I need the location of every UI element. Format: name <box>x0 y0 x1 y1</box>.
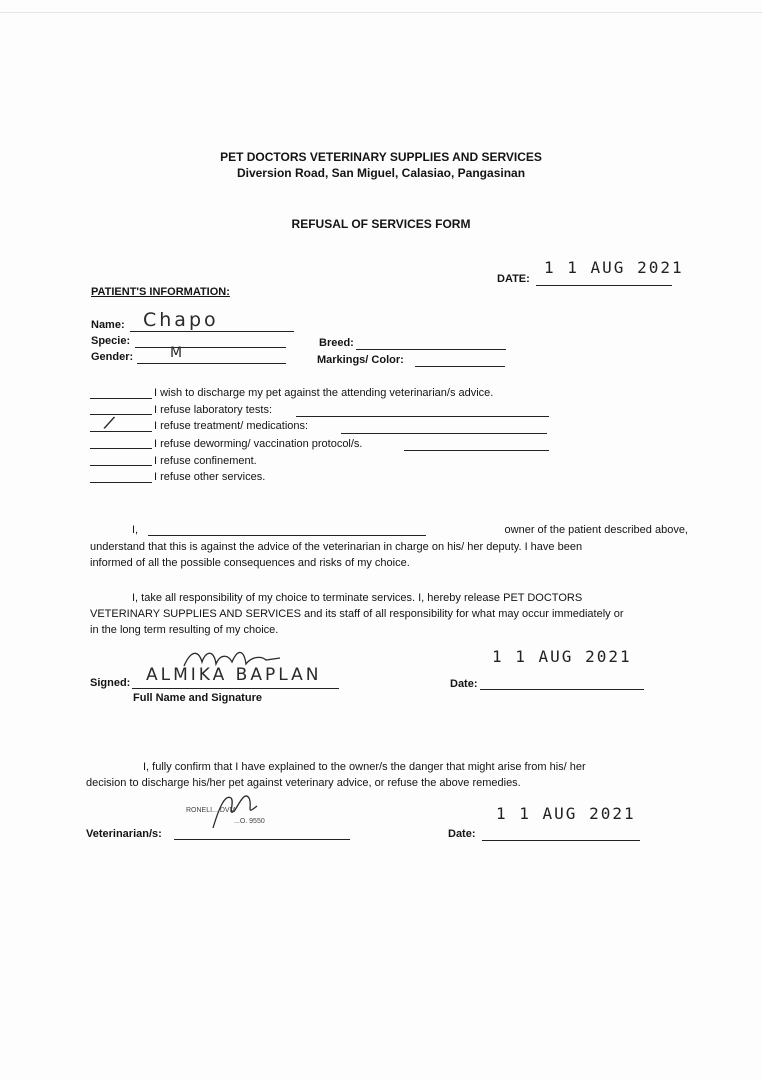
signed-line <box>132 688 339 689</box>
option-treatment: I refuse treatment/ medications: <box>154 420 309 432</box>
statement2-line1: I, take all responsibility of my choice to terminate services. I, hereby release PET DOCTORS <box>132 592 583 604</box>
full-name-caption: Full Name and Signature <box>133 692 262 704</box>
statement1-line2: understand that this is against the advice of the veterinarian in charge on his/ her deputy. I have been <box>90 541 583 553</box>
statement3-line2: decision to discharge his/her pet against veterinary advice, or refuse the above remedies. <box>86 777 521 789</box>
option-deworming: I refuse deworming/ vaccination protocol/s. <box>154 438 363 450</box>
option-confinement: I refuse confinement. <box>154 455 257 467</box>
statement1-line3: informed of all the possible consequences and risks of my choice. <box>90 557 410 569</box>
statement2-line3: in the long term resulting of my choice. <box>90 624 279 636</box>
specie-line <box>135 347 286 348</box>
owner-date-line <box>480 689 644 690</box>
vet-stamp-license: ...O. 9550 <box>234 818 265 825</box>
markings-line <box>415 366 505 367</box>
veterinarian-label: Veterinarian/s: <box>86 828 162 840</box>
date-line <box>536 285 672 286</box>
option-blank <box>90 465 152 466</box>
organization-name: PET DOCTORS VETERINARY SUPPLIES AND SERVICES <box>220 150 542 164</box>
option-blank <box>90 448 152 449</box>
scan-edge-line <box>0 12 762 13</box>
vet-date-line <box>482 840 640 841</box>
date-stamp: 1 1 AUG 2021 <box>544 258 684 277</box>
signed-label: Signed: <box>90 677 131 689</box>
option-checkmark: / <box>101 412 120 435</box>
option-lab-tests: I refuse laboratory tests: <box>154 404 272 416</box>
vet-stamp-name: RONELI... DVM <box>186 807 236 814</box>
owner-date-label: Date: <box>450 678 478 690</box>
breed-label: Breed: <box>319 337 354 349</box>
form-title: REFUSAL OF SERVICES FORM <box>291 217 471 231</box>
lab-tests-line <box>296 416 549 417</box>
statement3-line1: I, fully confirm that I have explained to the owner/s the danger that might arise from his/ her <box>143 761 586 773</box>
option-other-services: I refuse other services. <box>154 471 266 483</box>
statement1-line1-end: owner of the patient described above, <box>504 524 688 536</box>
owner-name-handwritten: ALMIKA BAPLAN <box>146 665 322 685</box>
markings-label: Markings/ Color: <box>317 354 404 366</box>
option-blank <box>90 398 152 399</box>
vet-date-label: Date: <box>448 828 476 840</box>
gender-handwritten: M <box>170 345 186 361</box>
patient-section-title: PATIENT'S INFORMATION: <box>91 286 230 298</box>
organization-address: Diversion Road, San Miguel, Calasiao, Pangasinan <box>236 166 526 180</box>
name-line <box>130 331 294 332</box>
date-label: DATE: <box>497 273 530 285</box>
specie-label: Specie: <box>91 335 131 347</box>
treatment-line <box>341 433 547 434</box>
name-handwritten: Chapo <box>143 309 219 331</box>
veterinarian-line <box>174 839 350 840</box>
gender-line <box>137 363 286 364</box>
gender-label: Gender: <box>91 351 134 363</box>
owner-date-stamp: 1 1 AUG 2021 <box>492 647 632 666</box>
option-discharge: I wish to discharge my pet against the attending veterinarian/s advice. <box>154 387 494 399</box>
option-blank <box>90 414 152 415</box>
statement1-lead: I, <box>132 524 139 536</box>
owner-name-line <box>148 535 426 536</box>
vet-date-stamp: 1 1 AUG 2021 <box>496 804 636 823</box>
breed-line <box>356 349 506 350</box>
deworming-line <box>404 450 549 451</box>
statement2-line2: VETERINARY SUPPLIES AND SERVICES and its staff of all responsibility for what may occur immediately or <box>90 608 624 620</box>
option-blank <box>90 431 152 432</box>
name-label: Name: <box>91 319 125 331</box>
option-blank <box>90 482 152 483</box>
